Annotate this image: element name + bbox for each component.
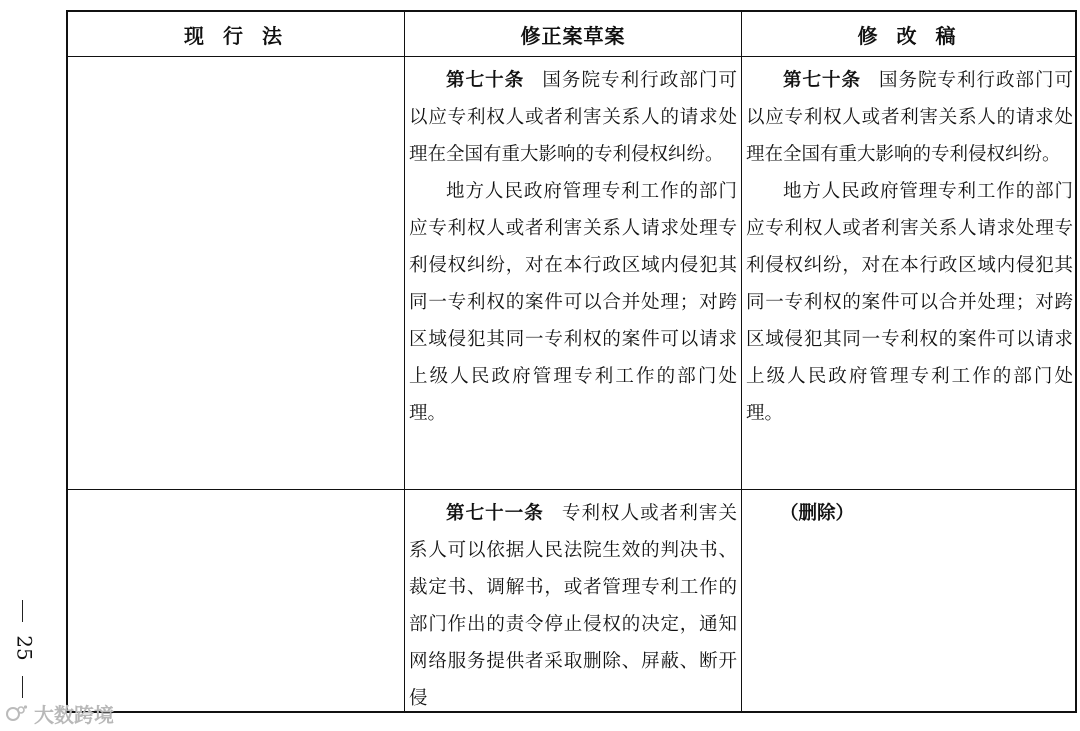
deleted-label: （删除） [780, 503, 855, 524]
article-number: 第七十条 [446, 70, 525, 91]
row2-draft-para1: 第七十一条 专利权人或者利害关系人可以依据人民法院生效的判决书、裁定书、调解书，或者管理专利工作的部门作出的责令停止侵权的决定，通知网络服务提供者采取删除、屏蔽、断开侵 [409, 503, 737, 709]
header-current-law: 现 行 法 [184, 23, 288, 48]
article-number: 第七十一条 [446, 503, 544, 524]
comparison-table [66, 10, 1077, 713]
column-divider [741, 12, 742, 711]
row1-draft [406, 62, 740, 432]
watermark [6, 700, 114, 726]
row1-draft-para2: 地方人民政府管理专利工作的部门应专利权人或者利害关系人请求处理专利侵权纠纷，对在本行政区域内侵犯其同一专利权的案件可以合并处理；对跨区域侵犯其同一专利权的案件可以请求上级人民政府管理专利工作的部门处理。 [409, 181, 737, 424]
page-number-dash [22, 676, 23, 698]
header-divider [68, 56, 1075, 57]
header-revised-draft: 修 改 稿 [857, 23, 962, 48]
row1-revised [743, 62, 1076, 432]
page-number [8, 600, 38, 700]
row1-draft-para1: 第七十条 国务院专利行政部门可以应专利权人或者利害关系人的请求处理在全国有重大影响的专利侵权纠纷。 [409, 70, 737, 165]
header-draft-amendment: 修正案草案 [520, 23, 626, 48]
row1-current-law [68, 58, 404, 488]
row-divider [68, 489, 1075, 490]
article-number: 第七十条 [783, 70, 861, 91]
row1-revised-para1: 第七十条 国务院专利行政部门可以应专利权人或者利害关系人的请求处理在全国有重大影响的专利侵权纠纷。 [746, 70, 1073, 165]
row2-revised [743, 495, 1076, 532]
page-number-text: 25 [12, 635, 37, 661]
page-number-dash [22, 600, 23, 622]
column-divider [404, 12, 405, 711]
watermark-text: 大数跨境 [34, 702, 114, 727]
row2-current-law [68, 491, 404, 711]
row2-draft [406, 495, 740, 711]
watermark-logo-icon [6, 704, 28, 722]
row1-revised-para2: 地方人民政府管理专利工作的部门应专利权人或者利害关系人请求处理专利侵权纠纷，对在本行政区域内侵犯其同一专利权的案件可以合并处理；对跨区域侵犯其同一专利权的案件可以请求上级人民政府管理专利工作的部门处理。 [746, 181, 1073, 424]
